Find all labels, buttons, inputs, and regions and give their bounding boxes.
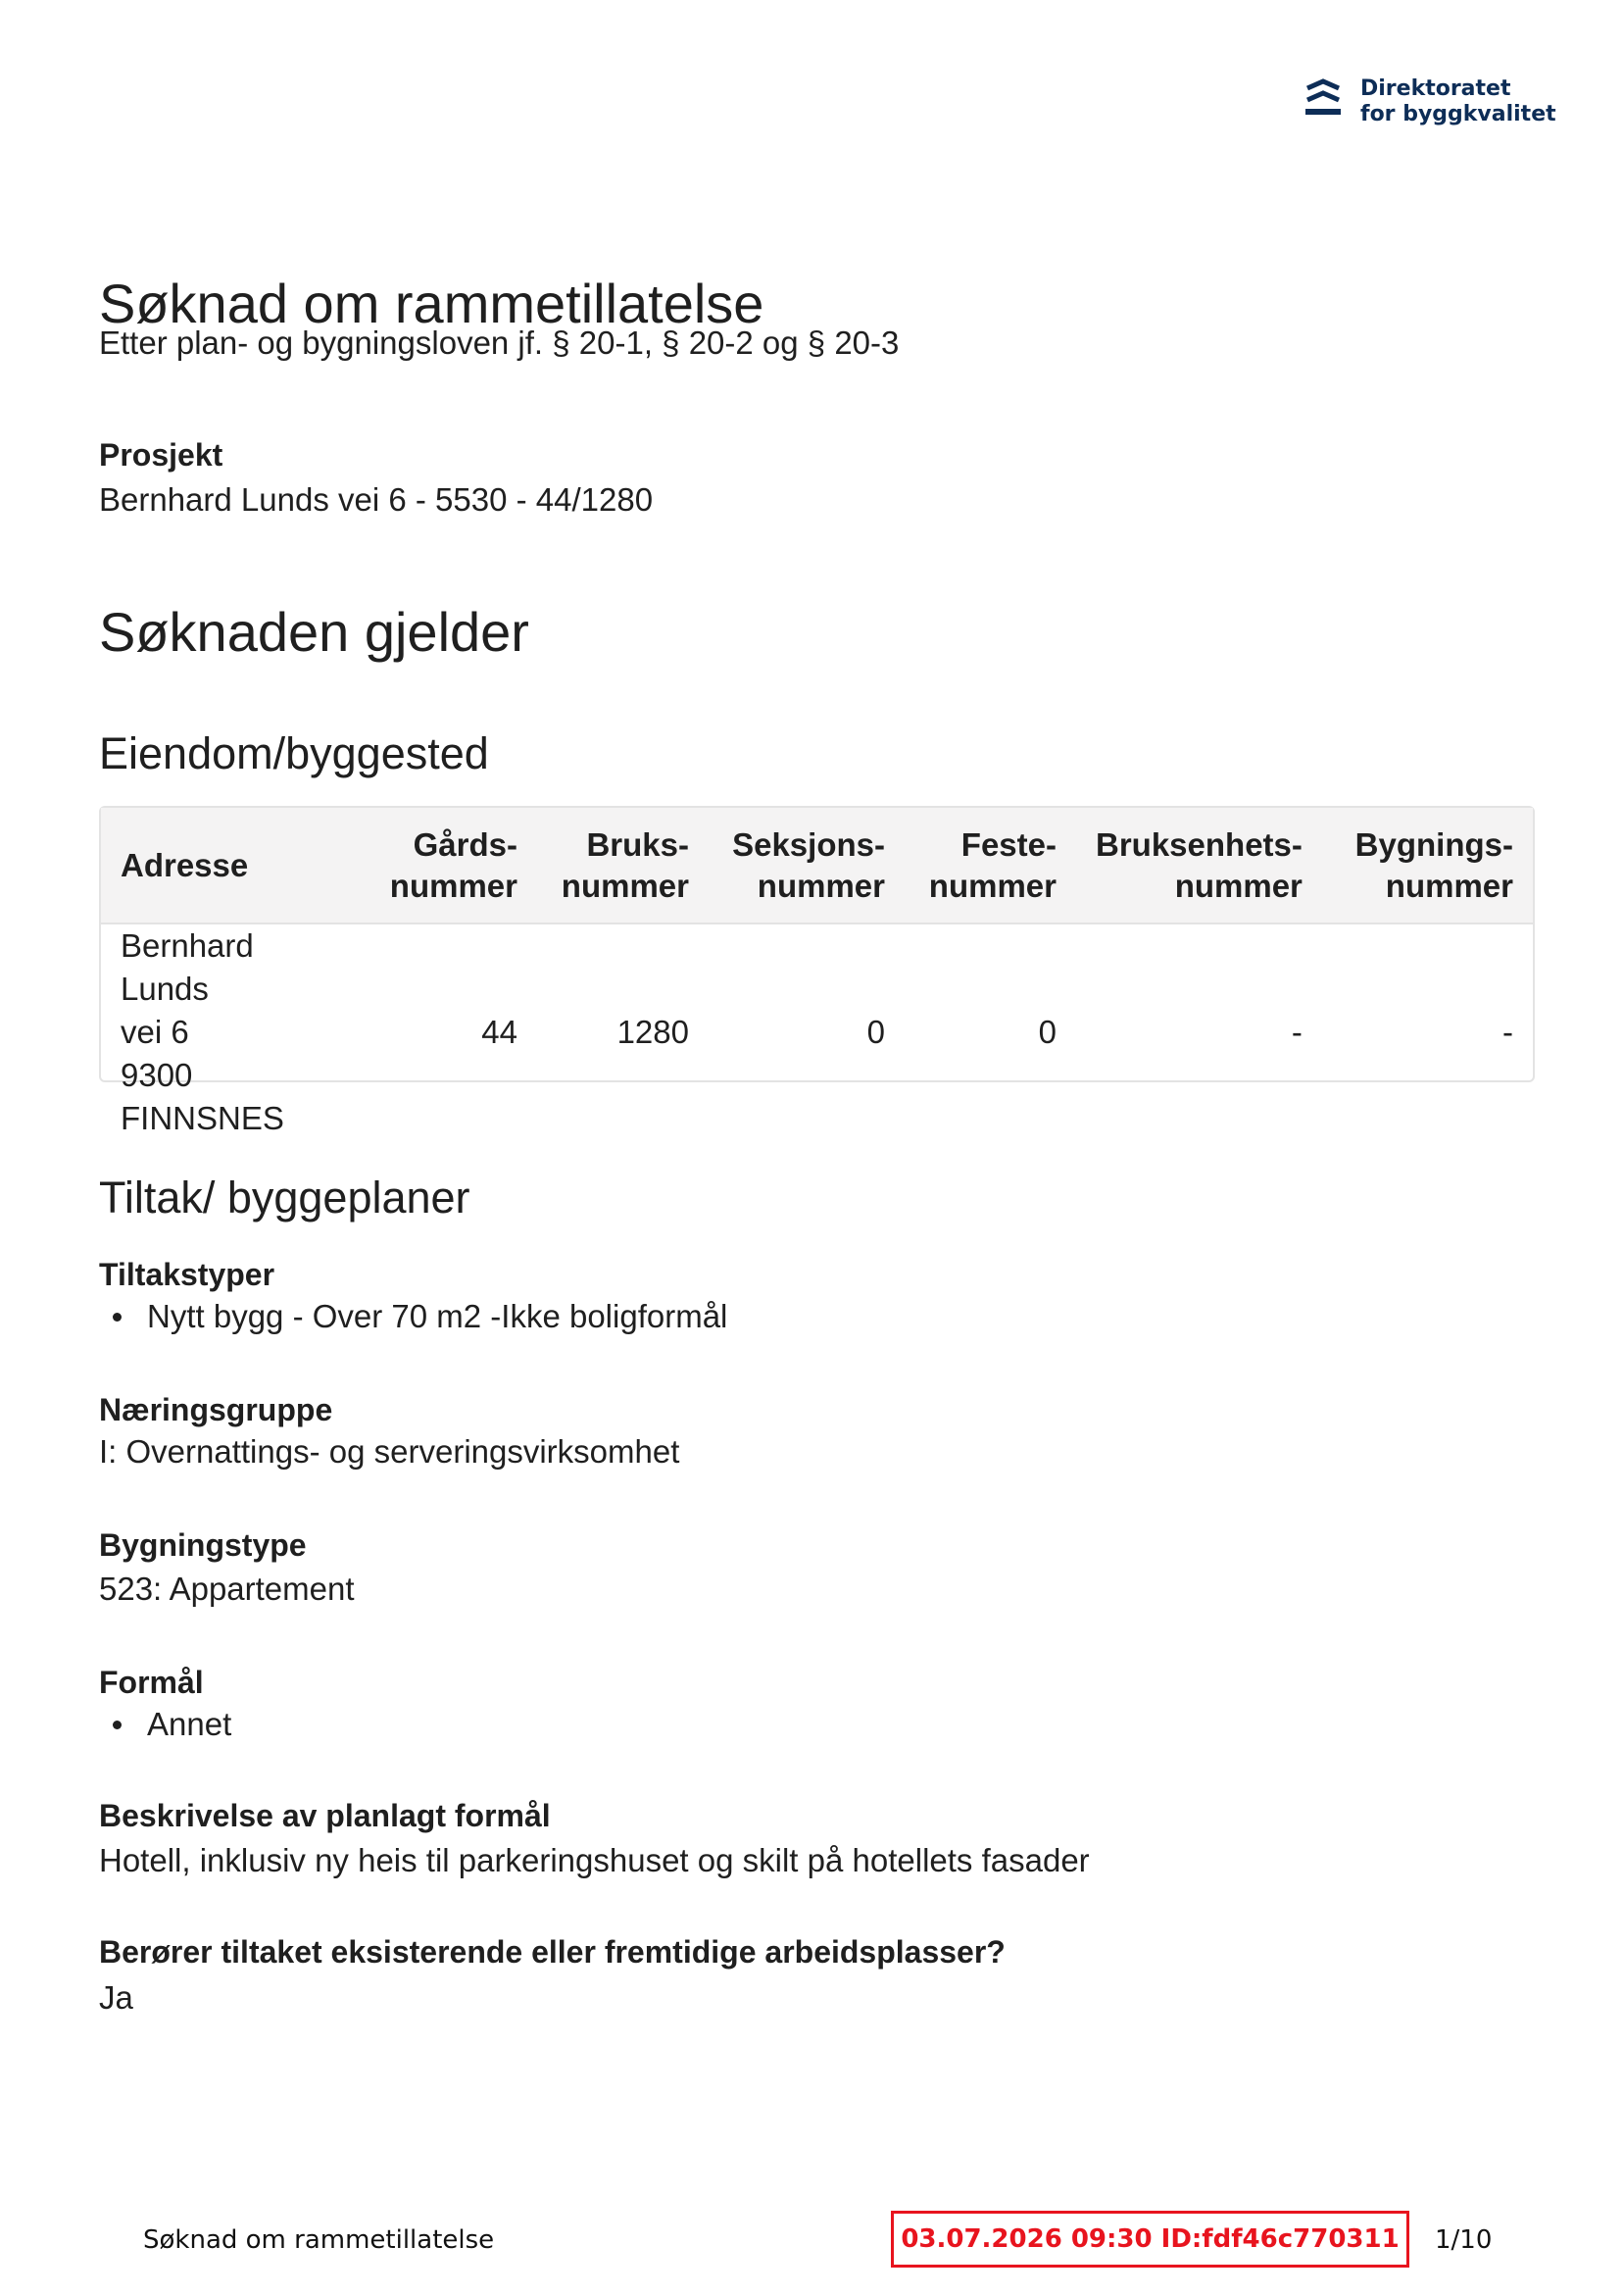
tiltakstyper-list: [99, 1297, 727, 1336]
list-item: Nytt bygg - Over 70 m2 -Ikke boligformål: [99, 1297, 727, 1336]
cell-bruksenhetsnummer: -: [1291, 1014, 1303, 1050]
table-header-row: [101, 808, 1533, 923]
project-value: Bernhard Lunds vei 6 - 5530 - 44/1280: [99, 481, 654, 518]
logo-line-2: for byggkvalitet: [1360, 102, 1556, 126]
beskrivelse-label: Beskrivelse av planlagt formål: [99, 1798, 551, 1833]
cell-adresse: [101, 923, 366, 1140]
address-line-1: Bernhard Lunds: [121, 927, 254, 1007]
naeringsgruppe-value: I: Overnattings- og serveringsvirksomhet: [99, 1433, 680, 1470]
beskrivelse-value: Hotell, inklusiv ny heis til parkeringshuset og skilt på hotellets fasader: [99, 1842, 1090, 1878]
arbeidsplasser-label: Berører tiltaket eksisterende eller fremtidige arbeidsplasser?: [99, 1934, 1006, 1970]
logo-line-1: Direktoratet: [1360, 76, 1511, 101]
arbeidsplasser-value: Ja: [99, 1979, 133, 2016]
col-bruksenhetsnummer: Bruksenhets- nummer: [1096, 825, 1303, 904]
dibk-logo: [1303, 76, 1556, 127]
address-line-3: 9300 FINNSNES: [121, 1057, 284, 1136]
address-line-2: vei 6: [121, 1014, 189, 1050]
list-item: Annet: [99, 1705, 231, 1744]
footer-title: Søknad om rammetillatelse: [143, 2225, 495, 2255]
tiltak-heading: Tiltak/ byggeplaner: [99, 1173, 470, 1223]
document-subtitle: Etter plan- og bygningsloven jf. § 20-1, § 20-2 og § 20-3: [99, 324, 900, 361]
col-gardsnummer: Gårds- nummer: [389, 825, 517, 904]
property-table: [99, 806, 1535, 1136]
document-title: Søknad om rammetillatelse: [99, 273, 764, 334]
naeringsgruppe-label: Næringsgruppe: [99, 1392, 333, 1427]
project-label: Prosjekt: [99, 437, 223, 473]
formal-list: [99, 1705, 231, 1744]
timestamp-stamp: 03.07.2026 09:30 ID:fdf46c770311: [891, 2211, 1409, 2268]
tiltakstyper-label: Tiltakstyper: [99, 1257, 275, 1292]
cell-bygningsnummer: -: [1502, 1014, 1513, 1050]
cell-seksjonsnummer: 0: [866, 1014, 885, 1050]
bygningstype-label: Bygningstype: [99, 1527, 307, 1563]
section-heading: Søknaden gjelder: [99, 601, 529, 663]
cell-bruksnummer: 1280: [616, 1014, 689, 1050]
dibk-logo-icon: [1303, 78, 1343, 125]
formal-label: Formål: [99, 1665, 204, 1700]
bygningstype-value: 523: Appartement: [99, 1571, 355, 1607]
col-seksjonsnummer: Seksjons- nummer: [732, 825, 885, 904]
property-heading: Eiendom/byggested: [99, 728, 489, 778]
cell-gardsnummer: 44: [481, 1014, 517, 1050]
col-adresse: Adresse: [121, 846, 249, 883]
col-bygningsnummer: Bygnings- nummer: [1354, 825, 1513, 904]
col-festenummer: Feste- nummer: [928, 825, 1057, 904]
col-bruksnummer: Bruks- nummer: [561, 825, 689, 904]
page-number: 1/10: [1435, 2225, 1493, 2255]
cell-festenummer: 0: [1038, 1014, 1057, 1050]
logo-wordmark: [1360, 76, 1556, 127]
table-row: [101, 923, 1533, 1140]
